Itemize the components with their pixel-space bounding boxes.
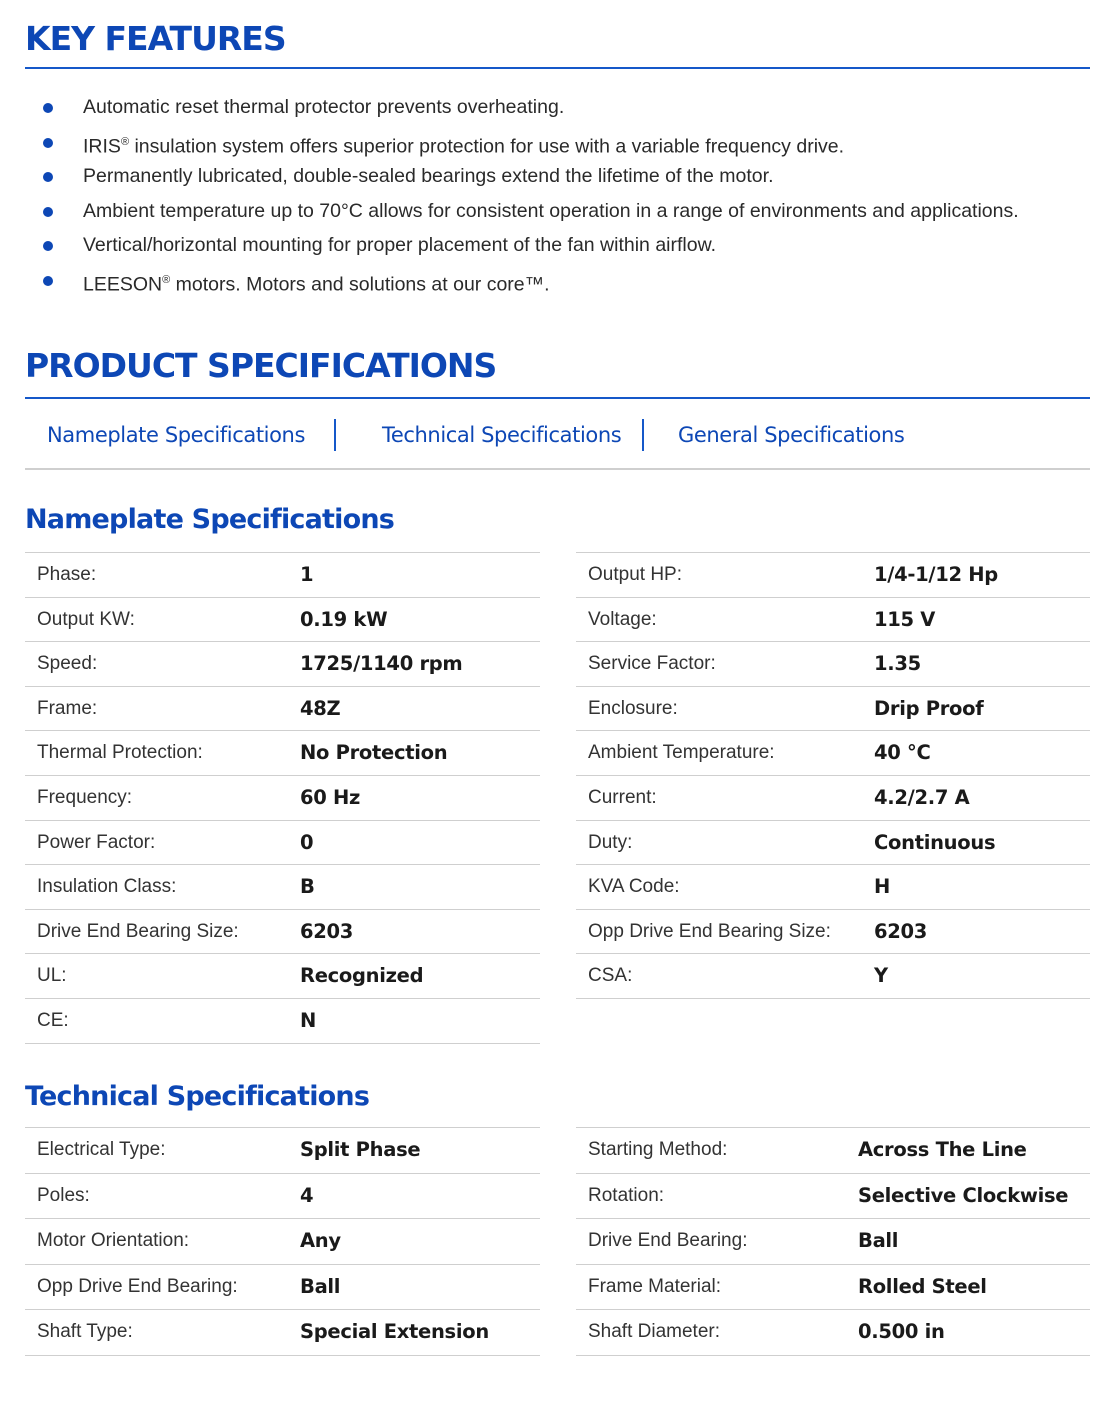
spec-value: B (300, 875, 315, 899)
spec-row (576, 865, 1090, 910)
feature-item (25, 161, 1090, 196)
spec-value: 60 Hz (300, 785, 361, 809)
spec-row (25, 1174, 540, 1220)
spec-row (576, 553, 1090, 598)
spec-label: Enclosure: (588, 697, 678, 719)
registered-mark: ® (162, 273, 171, 286)
spec-row (576, 1310, 1090, 1356)
spec-row (576, 910, 1090, 955)
spec-value: Selective Clockwise (858, 1183, 1069, 1207)
spec-value: 40 °C (874, 741, 931, 765)
spec-row (25, 731, 540, 776)
spec-row (576, 954, 1090, 999)
spec-value: 1/4-1/12 Hp (874, 563, 998, 586)
spec-tabs (25, 419, 1090, 451)
nameplate-table-right (576, 552, 1090, 999)
spec-label: Current: (588, 786, 657, 808)
feature-text: Automatic reset thermal protector prevents overheating. (83, 96, 565, 118)
spec-label: Insulation Class: (37, 876, 177, 898)
spec-label: CSA: (588, 965, 633, 987)
spec-row (25, 999, 540, 1044)
spec-value: 1 (300, 563, 314, 586)
spec-value: Ball (858, 1229, 899, 1252)
spec-label: Poles: (37, 1184, 90, 1206)
spec-row (25, 687, 540, 732)
spec-row (576, 1219, 1090, 1265)
spec-value: Any (300, 1229, 341, 1252)
spec-row (25, 1219, 540, 1265)
feature-text-continued: insulation system offers superior protection for use with a variable frequency drive. (129, 135, 845, 157)
spec-row (25, 1128, 540, 1174)
spec-row (576, 642, 1090, 687)
technical-table-right (576, 1127, 1090, 1356)
spec-label: Output HP: (588, 564, 682, 585)
spec-label: Opp Drive End Bearing Size: (588, 920, 831, 942)
spec-row (576, 821, 1090, 866)
nameplate-specifications-heading: Nameplate Specifications (25, 504, 395, 535)
spec-label: Output KW: (37, 608, 135, 630)
bullet-icon (43, 276, 53, 286)
spec-label: Starting Method: (588, 1139, 728, 1160)
spec-value: 6203 (300, 919, 354, 943)
nameplate-table-left (25, 552, 540, 1044)
spec-row (576, 598, 1090, 643)
spec-row (25, 910, 540, 955)
spec-label: Service Factor: (588, 653, 716, 675)
spec-label: KVA Code: (588, 876, 680, 898)
feature-item (25, 196, 1090, 231)
spec-label: Thermal Protection: (37, 742, 203, 764)
spec-row (25, 1265, 540, 1311)
spec-row (25, 954, 540, 999)
key-features-list (25, 92, 1090, 299)
spec-label: CE: (37, 1009, 69, 1031)
spec-label: Drive End Bearing: (588, 1230, 748, 1251)
spec-label: Electrical Type: (37, 1139, 166, 1160)
technical-specifications-heading: Technical Specifications (25, 1081, 370, 1112)
registered-mark: ® (120, 135, 130, 148)
spec-label: Frame: (37, 697, 98, 719)
spec-label: Rotation: (588, 1184, 665, 1206)
bullet-icon (43, 138, 53, 148)
tabs-divider (25, 468, 1090, 470)
spec-value: Rolled Steel (858, 1274, 987, 1298)
spec-value: Continuous (874, 830, 996, 854)
spec-value: No Protection (300, 741, 448, 765)
spec-value: Special Extension (300, 1320, 489, 1343)
spec-row (576, 1265, 1090, 1311)
spec-row (576, 731, 1090, 776)
spec-value: N (300, 1008, 317, 1032)
feature-text: Ambient temperature up to 70°C allows for consistent operation in a range of environments and applications. (83, 199, 1019, 222)
spec-value: 0 (300, 830, 314, 854)
spec-label: UL: (37, 965, 67, 987)
feature-item (25, 230, 1090, 265)
spec-row (576, 776, 1090, 821)
spec-label: Shaft Type: (37, 1321, 133, 1342)
spec-label: Motor Orientation: (37, 1230, 190, 1251)
spec-label: Power Factor: (37, 831, 156, 853)
tab-general-specifications[interactable]: General Specifications (678, 423, 905, 447)
spec-value: Across The Line (858, 1138, 1027, 1161)
spec-value: 4 (300, 1183, 314, 1207)
spec-value: Drip Proof (874, 696, 984, 720)
spec-value: Ball (300, 1274, 341, 1298)
spec-value: Recognized (300, 964, 424, 988)
spec-label: Duty: (588, 831, 633, 853)
spec-value: H (874, 875, 891, 899)
spec-value: Split Phase (300, 1138, 421, 1161)
spec-row (576, 1128, 1090, 1174)
spec-value: 6203 (874, 919, 928, 943)
spec-value: 0.19 kW (300, 607, 388, 631)
spec-row (576, 687, 1090, 732)
feature-item (25, 265, 1090, 300)
product-specifications-heading: PRODUCT SPECIFICATIONS (25, 346, 497, 385)
spec-value: 1725/1140 rpm (300, 652, 463, 676)
feature-item (25, 92, 1090, 127)
spec-row (25, 821, 540, 866)
feature-text: Vertical/horizontal mounting for proper placement of the fan within airflow. (83, 234, 717, 256)
spec-label: Ambient Temperature: (588, 742, 775, 764)
key-features-heading: KEY FEATURES (25, 19, 286, 58)
spec-label: Frame Material: (588, 1275, 722, 1297)
bullet-icon (43, 103, 53, 113)
spec-value: 4.2/2.7 A (874, 785, 970, 809)
feature-item (25, 127, 1090, 162)
feature-text: Permanently lubricated, double-sealed bearings extend the lifetime of the motor. (83, 165, 774, 187)
spec-row (576, 1174, 1090, 1220)
bullet-icon (43, 207, 53, 217)
spec-label: Phase: (37, 564, 97, 585)
spec-value: 1.35 (874, 652, 921, 676)
key-features-divider (25, 67, 1090, 69)
spec-row (25, 598, 540, 643)
tab-separator (334, 419, 336, 451)
technical-table-left (25, 1127, 540, 1356)
spec-value: 115 V (874, 607, 936, 631)
tab-nameplate-specifications[interactable]: Nameplate Specifications (47, 423, 305, 447)
spec-label: Voltage: (588, 608, 657, 630)
spec-label: Frequency: (37, 786, 133, 808)
spec-row (25, 642, 540, 687)
spec-value: Y (874, 964, 888, 988)
tab-technical-specifications[interactable]: Technical Specifications (382, 423, 622, 447)
spec-value: 0.500 in (858, 1320, 945, 1343)
spec-value: 48Z (300, 696, 341, 720)
feature-text: IRIS (83, 135, 121, 157)
spec-row (25, 1310, 540, 1356)
bullet-icon (43, 241, 53, 251)
feature-text-continued: motors. Motors and solutions at our core™. (170, 273, 550, 295)
tab-separator (642, 419, 644, 451)
bullet-icon (43, 172, 53, 182)
spec-row (25, 776, 540, 821)
spec-label: Opp Drive End Bearing: (37, 1275, 238, 1297)
feature-text: LEESON (83, 273, 163, 295)
spec-label: Speed: (37, 653, 98, 675)
spec-row (25, 865, 540, 910)
spec-label: Shaft Diameter: (588, 1321, 720, 1342)
product-specifications-divider (25, 397, 1090, 399)
spec-row (25, 553, 540, 598)
spec-label: Drive End Bearing Size: (37, 920, 239, 942)
